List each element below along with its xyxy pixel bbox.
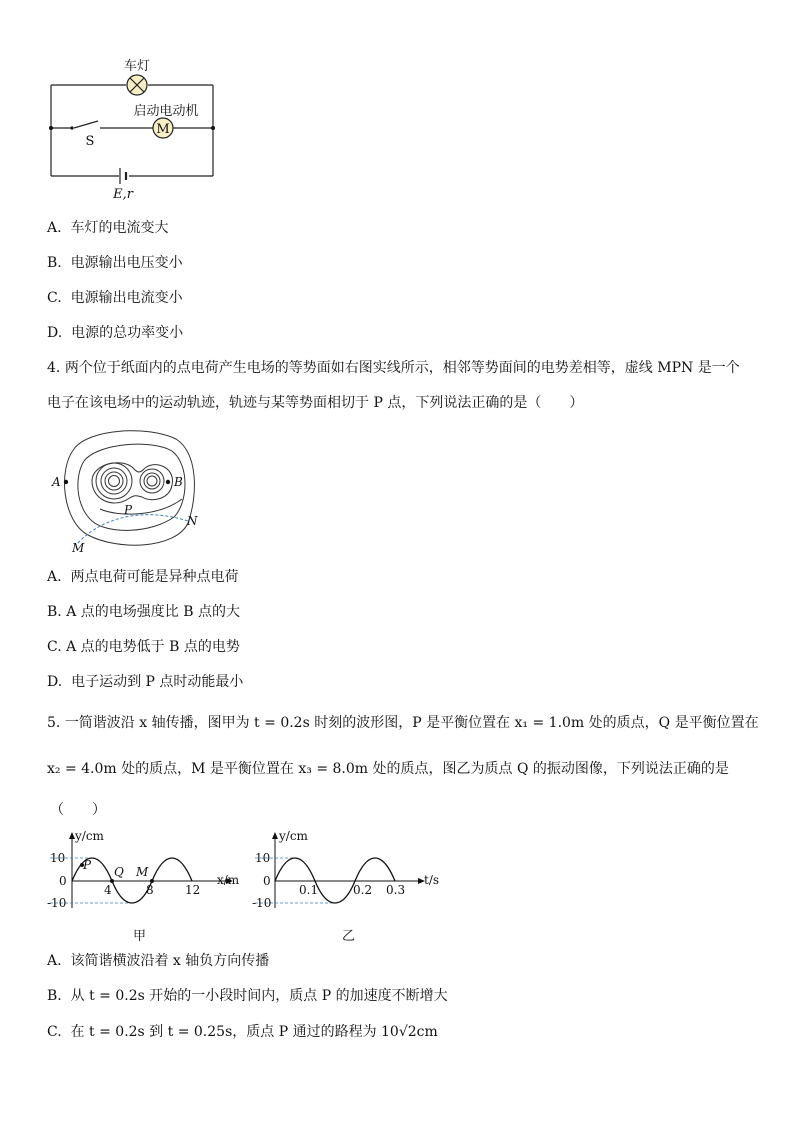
jia-point-q: Q	[114, 865, 124, 879]
wave-graph-jia	[45, 826, 255, 951]
jia-ytick-top: 10	[50, 851, 66, 865]
yi-xtick: 0.3	[386, 883, 406, 897]
point-m-label: M	[72, 541, 85, 555]
q3-option-b: B. 电源输出电压变小	[47, 255, 183, 271]
jia-point-p: P	[83, 858, 92, 872]
q5-option-a: A. 该简谐横波沿着 x 轴负方向传播	[47, 953, 270, 969]
q3-option-a: A. 车灯的电流变大	[47, 220, 169, 236]
q3-option-c: C. 电源输出电流变小	[47, 290, 183, 306]
jia-caption: 甲	[133, 929, 147, 944]
yi-ylabel: y/cm	[279, 829, 308, 843]
equipotential-figure	[48, 425, 208, 560]
circuit-diagram	[40, 55, 230, 205]
yi-ytick-bottom: -10	[252, 896, 272, 910]
q5-stem-line3: （ ）	[50, 802, 106, 818]
q5-stem-line1: 5. 一简谐波沿 x 轴传播，图甲为 t = 0.2s 时刻的波形图，P 是平衡位置在 x₁ = 1.0m 处的质点，Q 是平衡位置在	[47, 715, 759, 731]
jia-ytick-zero: 0	[59, 874, 67, 888]
jia-ylabel: y/cm	[75, 829, 104, 843]
lamp-symbol	[127, 75, 147, 95]
yi-ytick-top: 10	[255, 851, 271, 865]
q5-option-c: C. 在 t = 0.2s 到 t = 0.25s，质点 P 通过的路程为 10√2cm	[47, 1024, 438, 1040]
jia-point-m: M	[136, 865, 149, 879]
yi-xtick: 0.2	[353, 883, 373, 897]
jia-xlabel: x/m	[217, 873, 240, 887]
lamp-label: 车灯	[123, 59, 151, 74]
vibration-graph-yi	[250, 826, 450, 951]
jia-xtick: 8	[146, 883, 154, 897]
yi-xlabel: t/s	[424, 873, 440, 887]
jia-xtick: 4	[104, 883, 112, 897]
q4-stem-line1: 4. 两个位于纸面内的点电荷产生电场的等势面如右图实线所示，相邻等势面间的电势差相等，虚线 MPN 是一个	[47, 360, 740, 376]
point-n-label: N	[187, 514, 198, 528]
source-label: E,r	[113, 187, 133, 202]
q4-option-b: B. A 点的电场强度比 B 点的大	[47, 604, 240, 620]
jia-ytick-bottom: -10	[47, 896, 67, 910]
point-p-label: P	[124, 503, 133, 517]
jia-xtick: 12	[185, 883, 201, 897]
q4-option-d: D. 电子运动到 P 点时动能最小	[47, 674, 244, 690]
yi-caption: 乙	[342, 929, 356, 944]
switch-label: S	[85, 134, 95, 149]
motor-label: 启动电动机	[133, 104, 199, 119]
q5-stem-line2: x₂ = 4.0m 处的质点，M 是平衡位置在 x₃ = 8.0m 处的质点，图乙为质点 Q 的振动图像，下列说法正确的是	[47, 761, 729, 777]
motor-letter: M	[156, 122, 170, 137]
q3-option-d: D. 电源的总功率变小	[47, 325, 184, 341]
yi-ytick-zero: 0	[263, 874, 271, 888]
q4-option-a: A. 两点电荷可能是异种点电荷	[47, 569, 239, 585]
q4-option-c: C. A 点的电势低于 B 点的电势	[47, 639, 240, 655]
q4-stem-line2: 电子在该电场中的运动轨迹，轨迹与某等势面相切于 P 点，下列说法正确的是（ ）	[47, 395, 584, 411]
point-a-label: A	[52, 475, 61, 489]
point-b-label: B	[174, 475, 183, 489]
q5-option-b: B. 从 t = 0.2s 开始的一小段时间内，质点 P 的加速度不断增大	[47, 988, 448, 1004]
yi-xtick: 0.1	[299, 883, 319, 897]
